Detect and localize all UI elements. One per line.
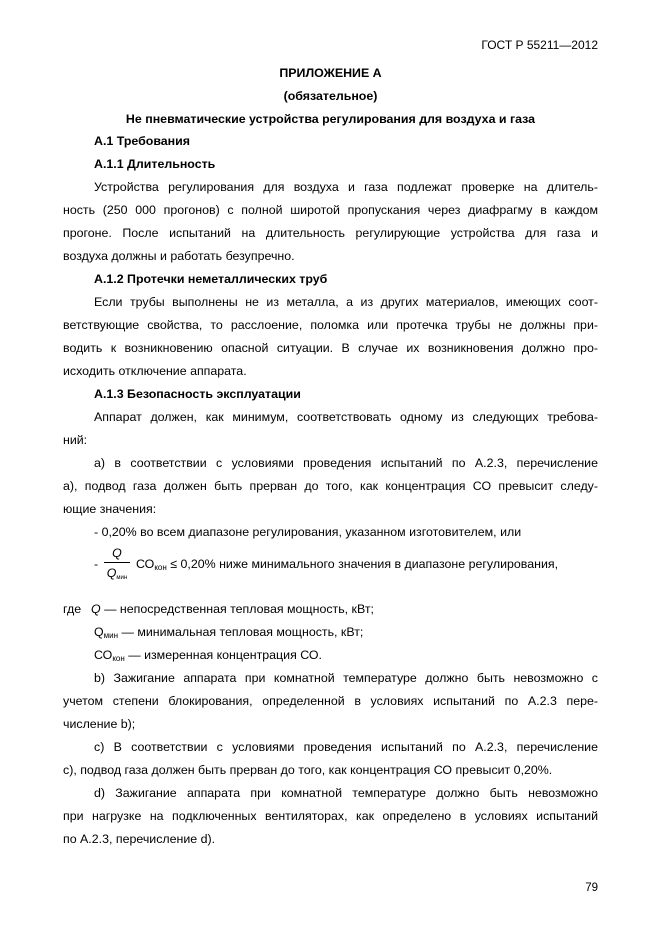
fraction-numerator: Q bbox=[112, 546, 122, 560]
co-description: — измеренная концентрация СО. bbox=[128, 648, 322, 662]
section-a13-heading: А.1.3 Безопасность эксплуатации bbox=[94, 387, 301, 401]
text-line: с), подвод газа должен быть прерван до того, как концентрация СО превысит 0,20%. bbox=[63, 763, 553, 777]
text-line: ющие значения: bbox=[63, 502, 157, 516]
item-c bbox=[63, 736, 598, 782]
annex-status: (обязательное) bbox=[283, 89, 378, 103]
text-line: а) в соответствии с условиями проведения испытаний по А.2.3, перечисление bbox=[94, 456, 598, 470]
text-line: по А.2.3, перечисление d). bbox=[63, 832, 216, 846]
section-a12-heading: А.1.2 Протечки неметаллических труб bbox=[94, 272, 328, 286]
section-a12-paragraph bbox=[63, 291, 598, 383]
text-line: Если трубы выполнены не из металла, а из других материалов, имеющих соот- bbox=[94, 295, 598, 309]
text-line: числение b); bbox=[63, 717, 136, 731]
formula-fraction bbox=[104, 544, 130, 581]
formula-rest bbox=[136, 557, 558, 572]
text-line: ний: bbox=[63, 433, 88, 447]
text-line: а), подвод газа должен быть прерван до того, как концентрация СО превысит следу- bbox=[63, 479, 598, 493]
text-line: Устройства регулирования для воздуха и газа подлежат проверке на длитель- bbox=[94, 180, 598, 194]
item-d bbox=[63, 782, 598, 851]
text-line: с) В соответствии с условиями проведения испытаний по А.2.3, перечисление bbox=[94, 740, 598, 754]
item-b bbox=[63, 667, 598, 736]
text-line: Аппарат должен, как минимум, соответствовать одному из следующих требова- bbox=[94, 410, 598, 424]
text-line: прогоне. После испытаний на длительность регулирующие устройства для газа и bbox=[63, 226, 598, 240]
q-description: — непосредственная тепловая мощность, кВт; bbox=[104, 602, 374, 616]
where-block bbox=[63, 598, 598, 667]
den-symbol: Q bbox=[106, 566, 117, 580]
where-qmin bbox=[63, 621, 598, 644]
text-line: d) Зажигание аппарата при комнатной температуре должно быть невозможно bbox=[94, 786, 598, 800]
text-line: ветствующие свойства, то расслоение, поломка или протечка трубы не должны при- bbox=[63, 318, 598, 332]
section-a13-intro bbox=[63, 406, 598, 452]
text-line: воздуха должны и работать безупречно. bbox=[63, 249, 295, 263]
annex-heading: Не пневматические устройства регулирования для воздуха и газа bbox=[125, 112, 536, 126]
co-subscript: кон bbox=[154, 563, 167, 572]
co-symbol: СО bbox=[94, 648, 113, 662]
formula-text: ≤ 0,20% ниже минимального значения в диапазоне регулирования, bbox=[170, 557, 559, 571]
document-code: ГОСТ Р 55211—2012 bbox=[481, 38, 598, 52]
where-co bbox=[63, 644, 598, 667]
fraction-denominator bbox=[104, 563, 130, 581]
section-a11-heading: А.1.1 Длительность bbox=[94, 157, 216, 171]
annex-title: ПРИЛОЖЕНИЕ А bbox=[279, 66, 382, 80]
co-symbol: СО bbox=[136, 557, 155, 571]
where-label: где bbox=[63, 602, 82, 616]
text-line: ность (250 000 прогонов) с полной широтой пропускания через диафрагму в каждом bbox=[63, 203, 598, 217]
formula-co-limit bbox=[63, 544, 598, 588]
formula-dash: - bbox=[94, 557, 99, 571]
page-number: 79 bbox=[585, 882, 598, 894]
text-line: при нагрузке на подключенных вентиляторах, как определено в условиях испытаний bbox=[63, 809, 598, 823]
text-line: водить к возникновению опасной ситуации. В случае их возникновения должно про- bbox=[63, 341, 598, 355]
q-symbol: Q bbox=[91, 602, 101, 616]
item-a bbox=[63, 452, 598, 521]
den-subscript: мин bbox=[116, 575, 128, 581]
text-line: учетом степени блокирования, определенной в условиях испытаний по А.2.3 пере- bbox=[63, 694, 598, 708]
text-line: b) Зажигание аппарата при комнатной температуре должно быть невозможно с bbox=[94, 671, 598, 685]
page-content bbox=[63, 62, 598, 851]
where-q bbox=[63, 598, 598, 621]
section-a11-paragraph bbox=[63, 176, 598, 268]
section-a1-heading: А.1 Требования bbox=[94, 134, 191, 148]
qmin-description: — минимальная тепловая мощность, кВт; bbox=[121, 625, 364, 639]
bullet-range: - 0,20% во всем диапазоне регулирования, указанном изготовителем, или bbox=[94, 525, 522, 539]
co-subscript: кон bbox=[112, 654, 125, 663]
qmin-subscript: мин bbox=[103, 631, 119, 640]
qmin-symbol: Q bbox=[94, 625, 104, 639]
text-line: исходить отключение аппарата. bbox=[63, 364, 247, 378]
